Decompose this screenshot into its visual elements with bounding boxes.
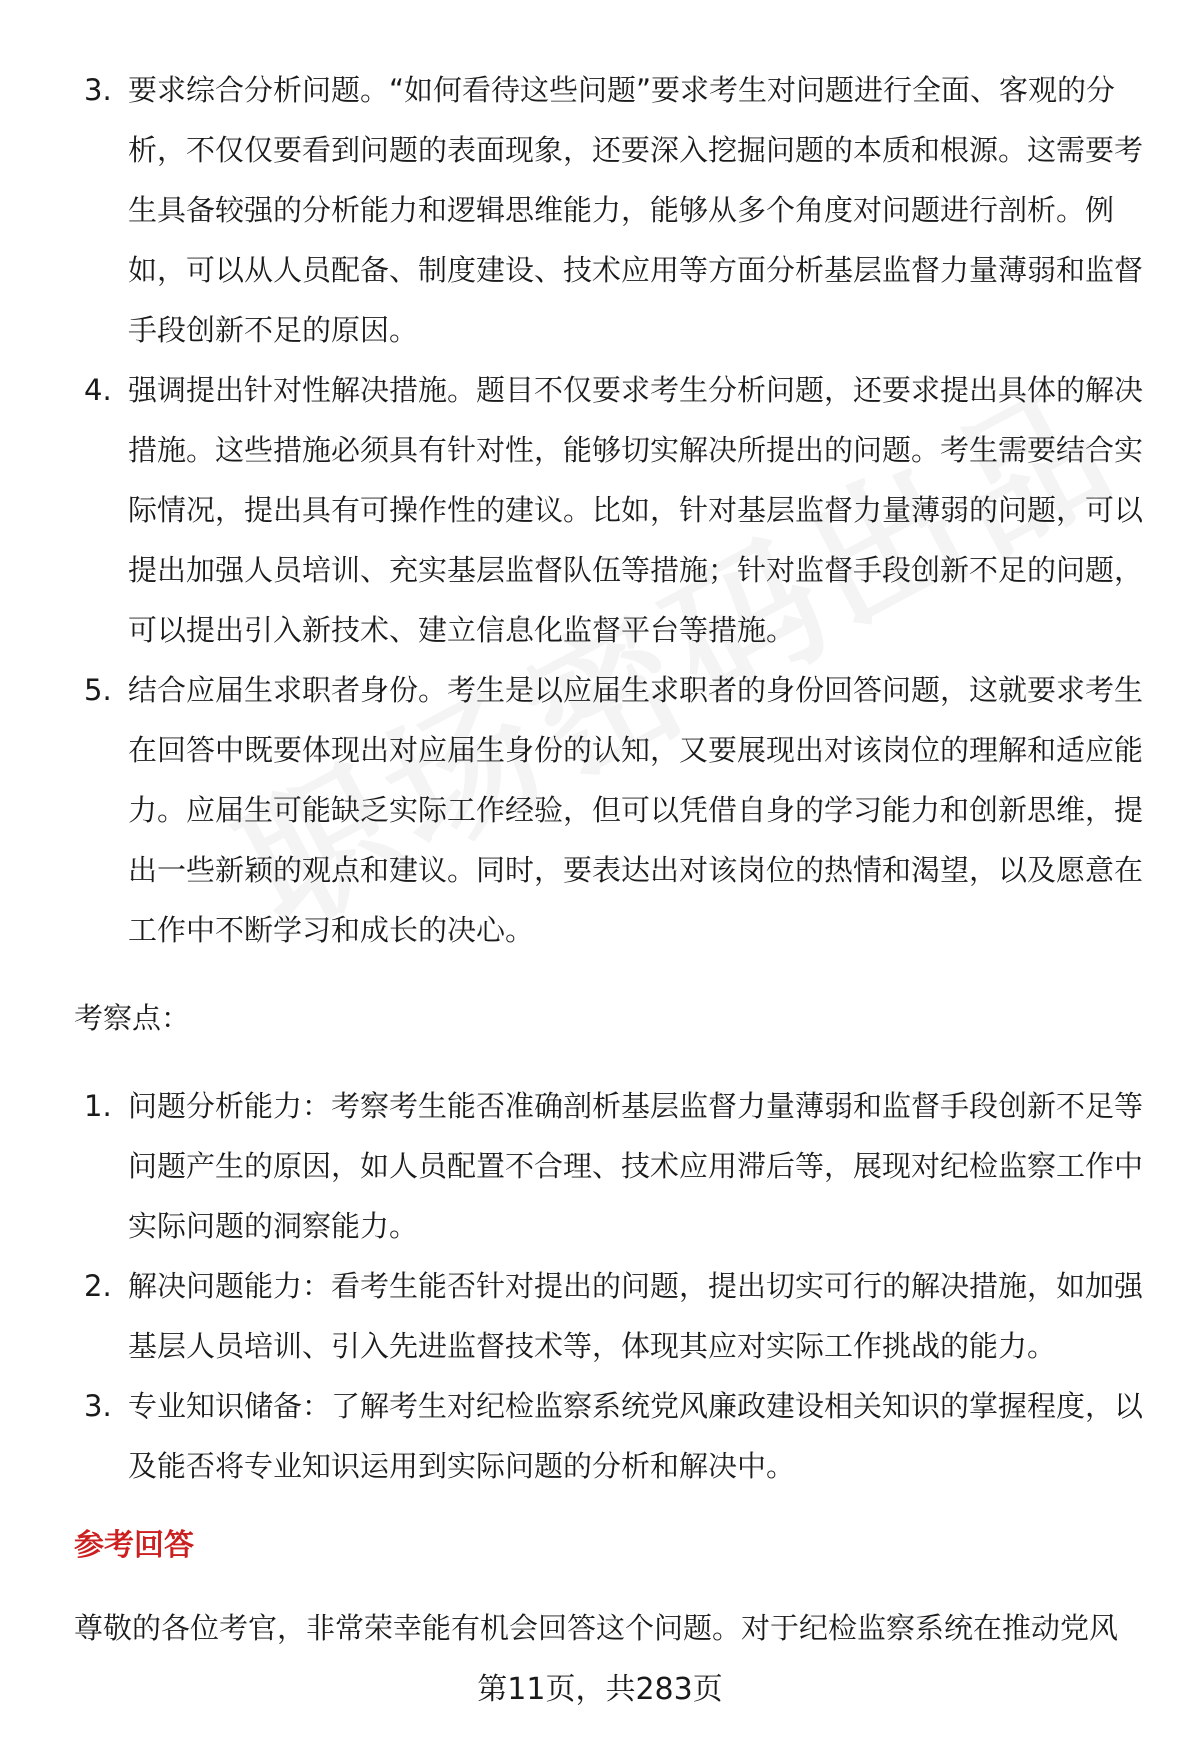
assessment-points-section bbox=[74, 1076, 1144, 1496]
list-number: 2. bbox=[84, 1269, 112, 1303]
list-item bbox=[74, 1076, 1144, 1256]
list-item bbox=[74, 660, 1144, 960]
list-number: 4. bbox=[84, 373, 112, 407]
reference-answer-text: 尊敬的各位考官，非常荣幸能有机会回答这个问题。对于纪检监察系统在推动党风 bbox=[74, 1611, 1119, 1645]
analysis-list bbox=[74, 60, 1144, 960]
list-text: 问题分析能力：考察考生能否准确剖析基层监督力量薄弱和监督手段创新不足等问题产生的原因，如人员配置不合理、技术应用滞后等，展现对纪检监察工作中实际问题的洞察能力。 bbox=[128, 1089, 1144, 1243]
list-item bbox=[74, 1256, 1144, 1376]
list-text: 强调提出针对性解决措施。题目不仅要求考生分析问题，还要求提出具体的解决措施。这些措施必须具有针对性，能够切实解决所提出的问题。考生需要结合实际情况，提出具有可操作性的建议。比如，针对基层监督力量薄弱的问题，可以提出加强人员培训、充实基层监督队伍等措施；针对监督手段创新不足的问题，可以提出引入新技术、建立信息化监督平台等措施。 bbox=[128, 373, 1144, 647]
list-number: 5. bbox=[84, 673, 112, 707]
list-item bbox=[74, 60, 1144, 360]
reference-answer-heading: 参考回答 bbox=[74, 1528, 194, 1563]
list-number: 3. bbox=[84, 73, 112, 107]
section-label-assessment-points: 考察点： bbox=[74, 1001, 191, 1035]
list-item bbox=[74, 1376, 1144, 1496]
list-text: 专业知识储备：了解考生对纪检监察系统党风廉政建设相关知识的掌握程度，以及能否将专业知识运用到实际问题的分析和解决中。 bbox=[128, 1389, 1144, 1483]
list-number: 1. bbox=[84, 1089, 112, 1123]
assessment-points-list bbox=[74, 1076, 1144, 1496]
list-number: 3. bbox=[84, 1389, 112, 1423]
list-text: 要求综合分析问题。“如何看待这些问题”要求考生对问题进行全面、客观的分析，不仅仅要看到问题的表面现象，还要深入挖掘问题的本质和根源。这需要考生具备较强的分析能力和逻辑思维能力，能够从多个角度对问题进行剖析。例如，可以从人员配备、制度建设、技术应用等方面分析基层监督力量薄弱和监督手段创新不足的原因。 bbox=[128, 73, 1144, 347]
list-text: 结合应届生求职者身份。考生是以应届生求职者的身份回答问题，这就要求考生在回答中既要体现出对应届生身份的认知，又要展现出对该岗位的理解和适应能力。应届生可能缺乏实际工作经验，但可以凭借自身的学习能力和创新思维，提出一些新颖的观点和建议。同时，要表达出对该岗位的热情和渴望，以及愿意在工作中不断学习和成长的决心。 bbox=[128, 673, 1144, 947]
list-item bbox=[74, 360, 1144, 660]
list-text: 解决问题能力：看考生能否针对提出的问题，提出切实可行的解决措施，如加强基层人员培训、引入先进监督技术等，体现其应对实际工作挑战的能力。 bbox=[128, 1269, 1144, 1363]
page-footer: 第11页，共283页 bbox=[477, 1672, 723, 1707]
content bbox=[74, 60, 1144, 1658]
